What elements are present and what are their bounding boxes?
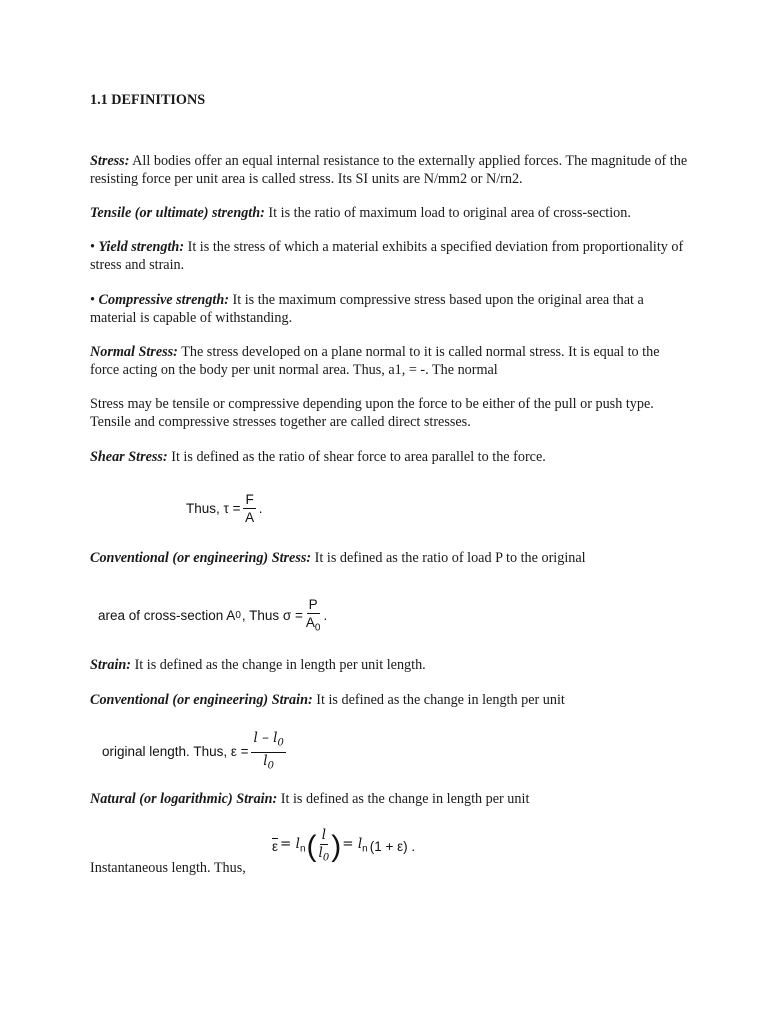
numerator: P (308, 597, 318, 612)
subscript: 0 (267, 760, 274, 772)
formula-tail: (1 + ε) . (369, 838, 416, 854)
definition-text: It is the ratio of maximum load to original area of cross-section. (264, 205, 631, 221)
bullet: • (90, 239, 99, 255)
definition-text: Instantaneous length. Thus, (90, 860, 246, 876)
definition-text: It is defined as the change in length per unit length. (131, 657, 426, 673)
formula-mid: , Thus σ = (241, 608, 303, 624)
subscript: n (362, 843, 368, 855)
term: Strain: (90, 657, 132, 673)
formula-lhs: $\overline{\varepsilon}$ (272, 838, 279, 854)
denominator: $l_0$ (263, 752, 274, 772)
term: Stress: (90, 153, 130, 169)
definition-text: It is the stress of which a material exhibits a specified deviation from proportionality of stress and strain. (90, 239, 684, 273)
formula-prefix: Thus, τ = (186, 500, 241, 516)
term: Conventional (or engineering) Strain: (90, 692, 313, 708)
denominator: $A_0$ (305, 615, 321, 634)
left-paren-icon: ( (306, 829, 317, 863)
paragraph-shear-stress (90, 448, 688, 466)
definition-text: The stress developed on a plane normal to it is called normal stress. It is equal to the force acting on the body per unit normal area. Thus, a1, = -. The normal (90, 344, 660, 378)
denominator: A (245, 510, 255, 525)
formula-shear-stress (186, 492, 263, 525)
definition-text: It is defined as the change in length per unit (277, 791, 530, 807)
formula-suffix: . (323, 608, 328, 624)
paragraph-natural-strain (90, 790, 688, 808)
numerator: l – $l_0$ (251, 731, 285, 753)
formula-conventional-stress (98, 597, 327, 636)
paragraph-stress (90, 152, 688, 188)
definition-text: It is defined as the ratio of load P to the original (311, 550, 586, 566)
paragraph-instantaneous (90, 859, 688, 877)
numerator: F (245, 492, 254, 507)
paragraph-normal-stress (90, 343, 688, 379)
fraction (251, 731, 285, 773)
subscript: n (299, 843, 306, 855)
paragraph-strain (90, 656, 688, 674)
paragraph-tensile-strength (90, 204, 688, 222)
definition-text: It is defined as the change in length per unit (312, 692, 565, 708)
term: Conventional (or engineering) Stress: (90, 550, 312, 566)
term: Compressive strength: (98, 292, 229, 308)
term: Yield strength: (98, 239, 185, 255)
formula-conventional-strain (102, 731, 289, 773)
term: Tensile (or ultimate) strength: (90, 205, 265, 221)
paragraph-conventional-strain (90, 691, 688, 709)
subscript: 0 (235, 610, 241, 622)
definition-text: It is defined as the ratio of shear force to area parallel to the force. (167, 449, 546, 465)
paragraph-yield-strength (90, 238, 688, 274)
formula-eq: = $l_n$ (280, 836, 306, 855)
formula-suffix: . (258, 500, 263, 516)
denominator: $l_0$ (318, 845, 330, 864)
paragraph-conventional-stress (90, 549, 688, 567)
paragraph-stress-types (90, 395, 688, 431)
bullet: • (90, 292, 99, 308)
paragraph-compressive-strength (90, 291, 688, 327)
fraction (243, 492, 255, 525)
section-heading: 1.1 DEFINITIONS (90, 92, 206, 108)
term: Natural (or logarithmic) Strain: (90, 791, 278, 807)
formula-eq: = $l_n$ (342, 836, 368, 855)
right-paren-icon: ) (331, 829, 342, 863)
subscript: 0 (314, 622, 321, 634)
term: Shear Stress: (90, 449, 168, 465)
numerator: l (321, 827, 327, 843)
definition-text: All bodies offer an equal internal resistance to the externally applied forces. The magnitude of the resisting force per unit area is called stress. Its SI units are N/mm2 or N/rn2. (90, 153, 688, 187)
definition-text: Stress may be tensile or compressive depending upon the force to be either of the pull or push type. Tensile and compressive stresses together are called direct stresses. (90, 396, 654, 430)
fraction (306, 597, 321, 636)
term: Normal Stress: (90, 344, 178, 360)
formula-prefix: original length. Thus, ε = (102, 744, 249, 760)
subscript: 0 (277, 737, 284, 749)
definition-text: It is the maximum compressive stress based upon the original area that a material is capable of withstanding. (90, 292, 644, 326)
subscript: 0 (322, 852, 330, 864)
formula-prefix: area of cross-section A (98, 608, 236, 624)
